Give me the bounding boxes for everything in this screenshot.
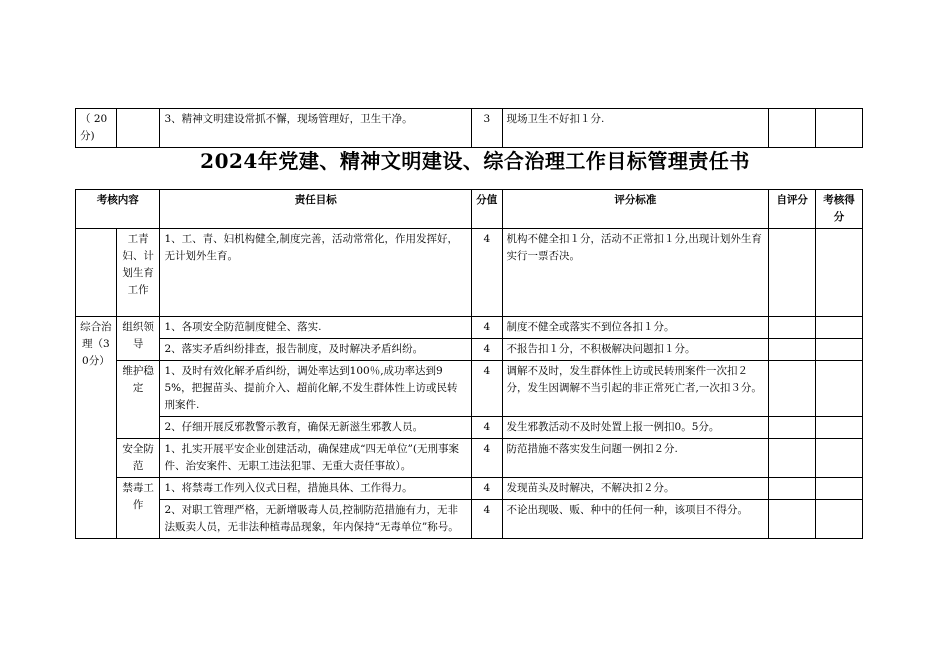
criteria-cell: 现场卫生不好扣１分. [502,109,769,148]
self-score-cell [769,500,816,539]
header-criteria: 评分标准 [502,190,769,229]
category-cell: （ 20 分) [76,109,117,148]
header-target: 责任目标 [160,190,472,229]
target-cell: 1、工、青、妇机构健全,制度完善，活动常常化，作用发挥好，无计划外生育。 [160,229,472,317]
subcategory-safety: 安全防范 [116,439,160,478]
criteria-cell: 不论出现吸、贩、种中的任何一种，该项目不得分。 [502,500,769,539]
score-cell: 4 [472,339,503,361]
assess-score-cell [816,317,863,339]
assess-score-cell [816,439,863,478]
category-cell [76,229,117,317]
header-assess: 考核得分 [816,190,863,229]
table-row [76,109,863,148]
self-score-cell [769,417,816,439]
score-cell: 3 [472,109,503,148]
criteria-cell: 不报告扣１分，不积极解决问题扣１分。 [502,339,769,361]
self-score-cell [769,229,816,317]
score-cell: 4 [472,478,503,500]
score-cell: 4 [472,439,503,478]
self-score-cell [769,439,816,478]
table-row [76,229,863,317]
criteria-cell: 制度不健全或落实不到位各扣１分。 [502,317,769,339]
subcategory-cell: 工青妇、计划生育工作 [116,229,160,317]
criteria-cell: 发现苗头及时解决，不解决扣２分。 [502,478,769,500]
table-row [76,500,863,539]
zongzhi-category: 综合治理（30分） [76,317,117,539]
self-score-cell [769,339,816,361]
score-cell: 4 [472,361,503,417]
self-score-cell [769,317,816,339]
subcategory-organization: 组织领导 [116,317,160,361]
assessment-table [75,189,863,539]
assess-score-cell [816,500,863,539]
target-cell: 3、精神文明建设常抓不懈，现场管理好，卫生干净。 [160,109,472,148]
score-cell: 4 [472,417,503,439]
target-cell: 1、扎实开展平安企业创建活动，确保建成“四无单位”(无刑事案件、治安案件、无职工违法犯罪、无重大责任事故）。 [160,439,472,478]
table-row [76,339,863,361]
criteria-cell: 机构不健全扣１分，活动不正常扣１分,出现计划外生育实行一票否决。 [502,229,769,317]
target-cell: 2、落实矛盾纠纷排查，报告制度，及时解决矛盾纠纷。 [160,339,472,361]
table-row [76,478,863,500]
self-score-cell [769,109,816,148]
target-cell: 2、对职工管理严格，无新增吸毒人员,控制防范措施有力，无非法贩卖人员，无非法种植毒品现象，年内保持“无毒单位”称号。 [160,500,472,539]
self-score-cell [769,478,816,500]
score-cell: 4 [472,317,503,339]
assess-score-cell [816,417,863,439]
table-row [76,439,863,478]
target-cell: 1、将禁毒工作列入仪式日程，措施具体、工作得力。 [160,478,472,500]
subcategory-stability: 维护稳定 [116,361,160,439]
criteria-cell: 防范措施不落实发生问题一例扣２分. [502,439,769,478]
header-row [76,190,863,229]
table-row [76,317,863,339]
self-score-cell [769,361,816,417]
header-category: 考核内容 [76,190,160,229]
assess-score-cell [816,478,863,500]
criteria-cell: 调解不及时，发生群体性上访或民转刑案件一次扣２分，发生因调解不当引起的非正常死亡者,一次扣３分。 [502,361,769,417]
header-score: 分值 [472,190,503,229]
score-cell: 4 [472,229,503,317]
table-row [76,417,863,439]
target-cell: 2、仔细开展反邪教警示教育，确保无新滋生邪教人员。 [160,417,472,439]
page-title: 2024年党建、精神文明建设、综合治理工作目标管理责任书 [200,149,750,173]
criteria-cell: 发生邪教活动不及时处置上报一例扣0。5分。 [502,417,769,439]
score-cell: 4 [472,500,503,539]
subcategory-cell [116,109,160,148]
target-cell: 1、各项安全防范制度健全、落实. [160,317,472,339]
assess-score-cell [816,229,863,317]
continuation-table [75,108,863,148]
subcategory-antidrug: 禁毒工作 [116,478,160,539]
assess-score-cell [816,339,863,361]
table-row [76,361,863,417]
assess-score-cell [816,109,863,148]
assess-score-cell [816,361,863,417]
header-self: 自评分 [769,190,816,229]
target-cell: 1、及时有效化解矛盾纠纷，调处率达到100％,成功率达到95%，把握苗头、提前介入、超前化解,不发生群体性上访或民转刑案件. [160,361,472,417]
